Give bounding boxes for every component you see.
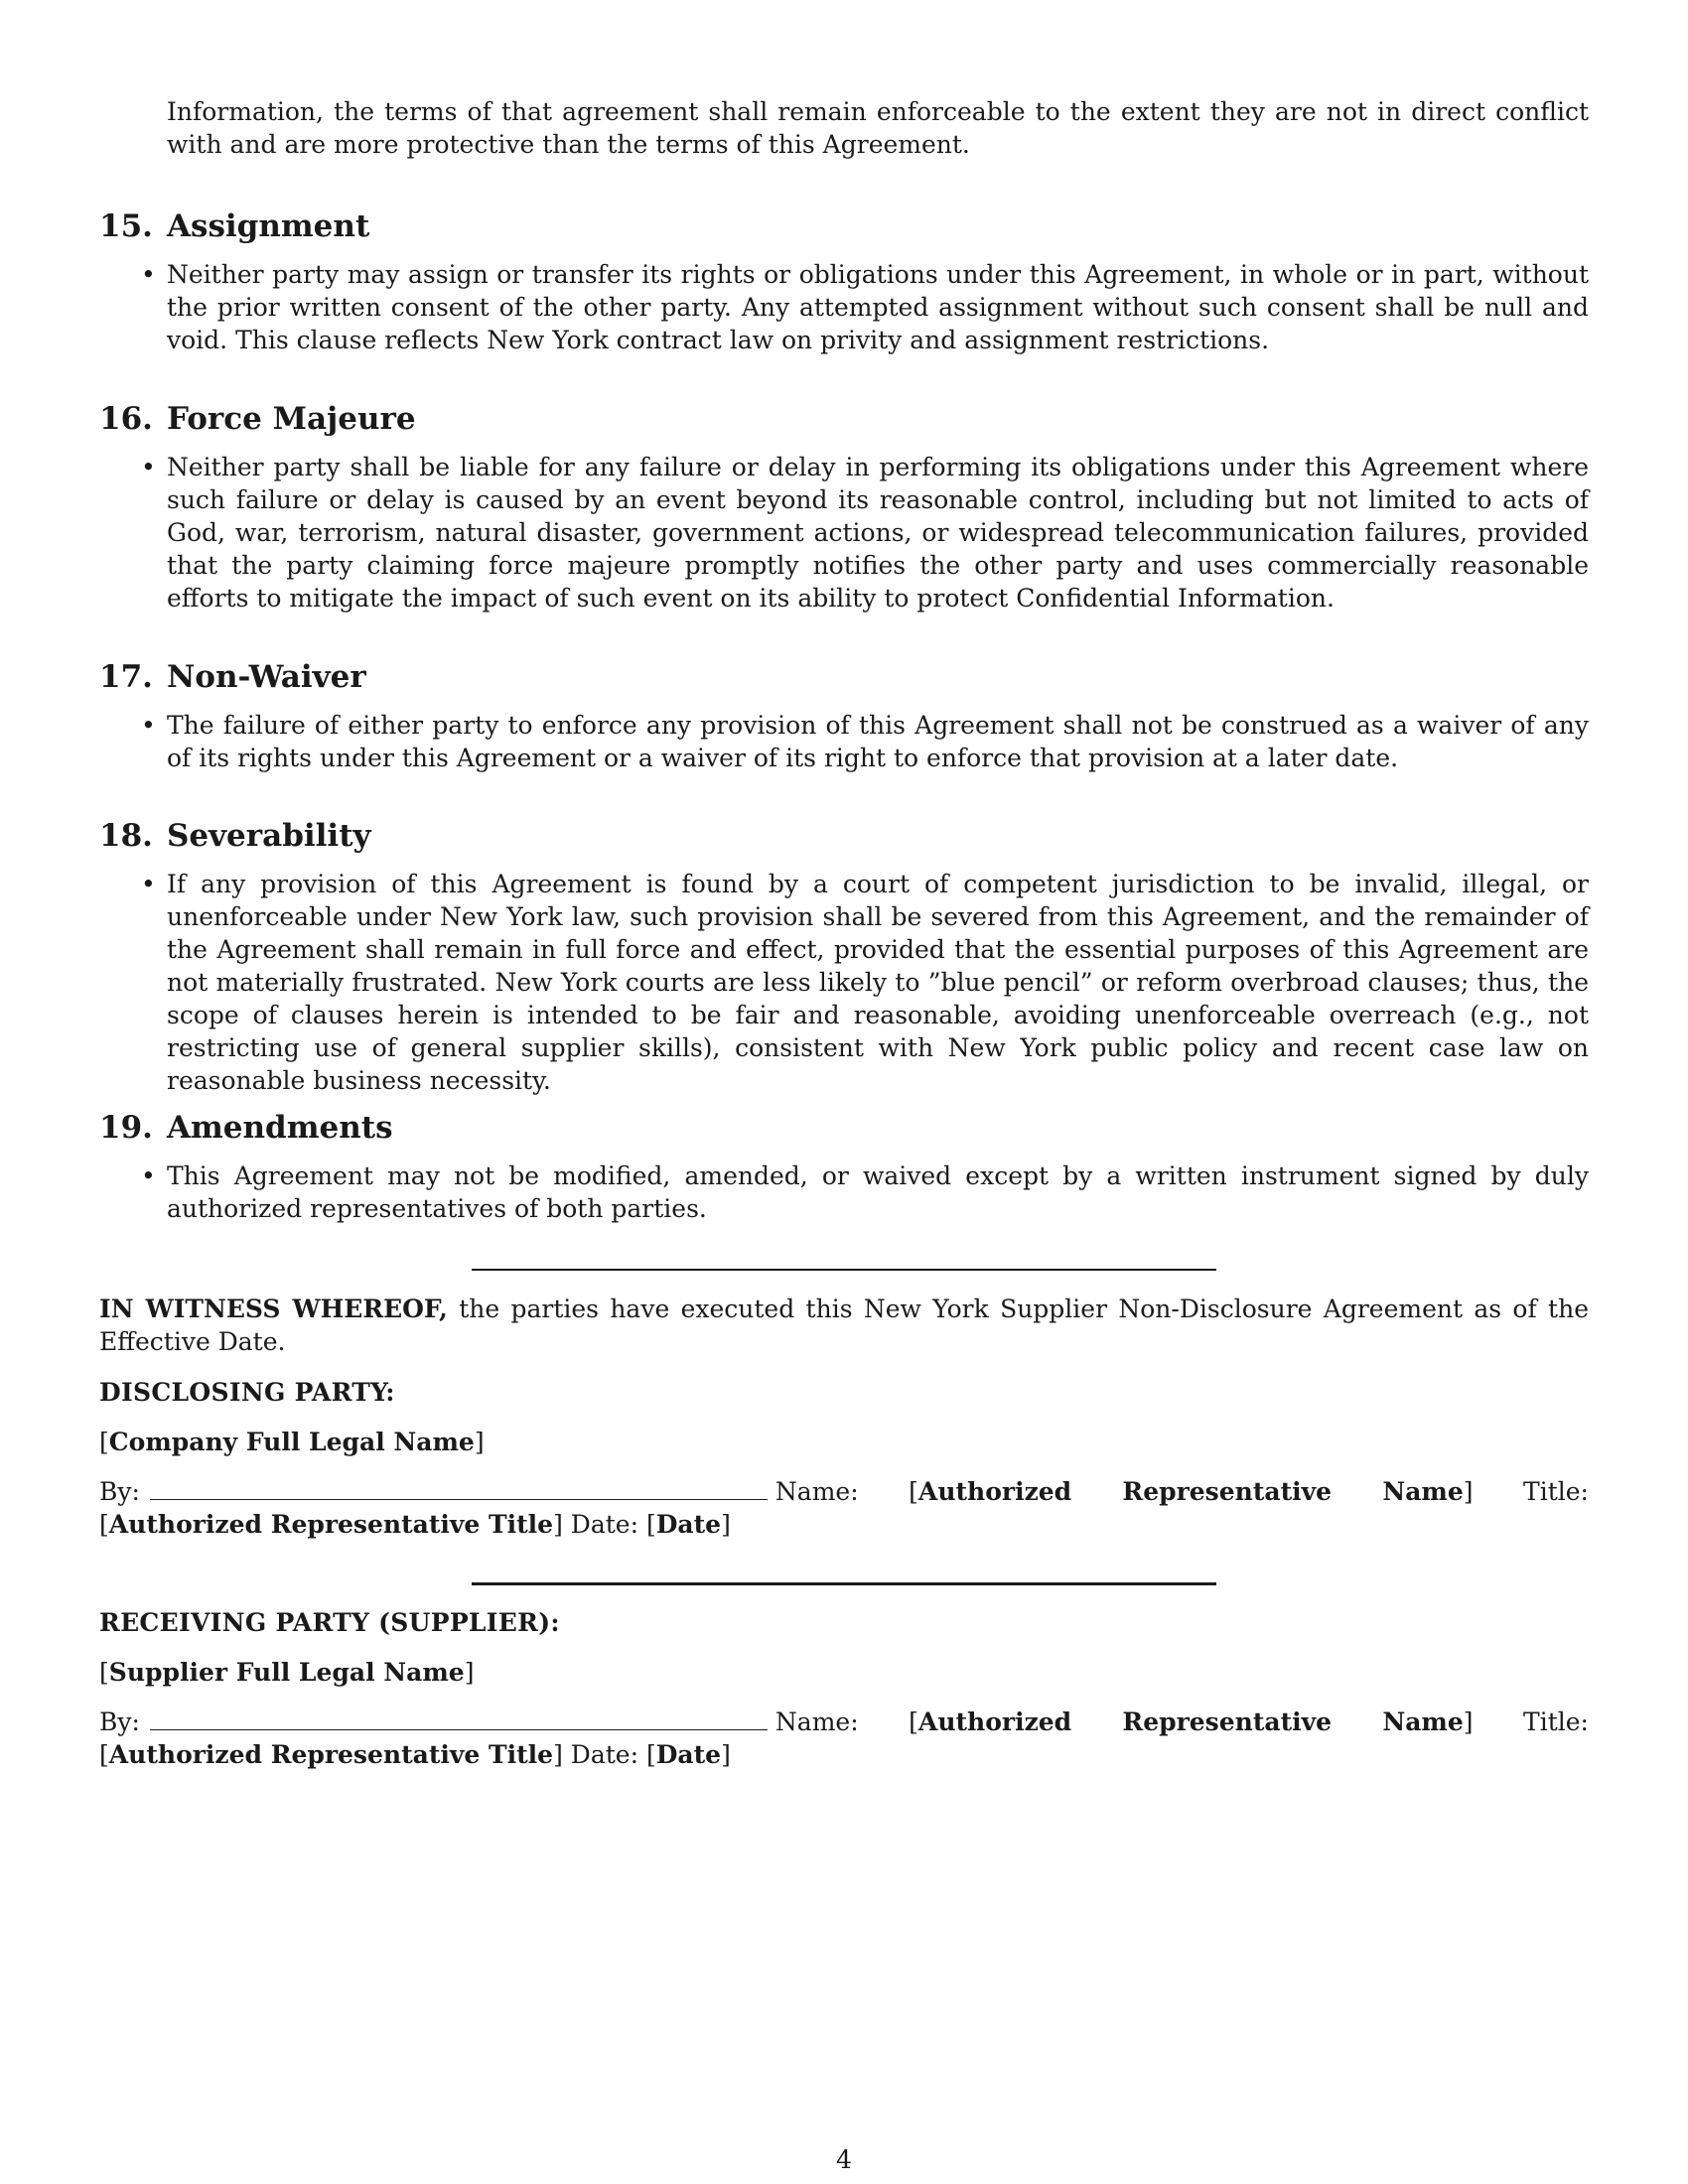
- receiving-signature-block: By: Name: [Authorized Representative Name] Title: [Authorized Representative Title] Date: [Date]: [99, 1707, 1589, 1769]
- bracket-close: ]: [464, 1658, 475, 1687]
- section-16-bullet: [141, 451, 1589, 614]
- title-label: Title:: [1473, 1707, 1589, 1736]
- section-title: Non-Waiver: [166, 659, 366, 695]
- section-divider: [472, 1269, 1216, 1271]
- company-name-placeholder: Company Full Legal Name: [108, 1428, 475, 1456]
- by-label: By:: [99, 1477, 140, 1506]
- bullet-icon: •: [141, 1161, 156, 1190]
- witness-paragraph: [99, 1293, 1589, 1358]
- section-15-text: Neither party may assign or transfer its rights or obligations under this Agreement, in whole or in part, without the prior written consent of the other party. Any attempted assignment without such consent shall be null and void. This clause reflects New York contract law on privity and assignment restrictions.: [167, 260, 1589, 354]
- section-title: Severability: [166, 818, 371, 854]
- bullet-icon: •: [141, 711, 156, 740]
- rep-name-placeholder: Authorized Representative Name: [917, 1707, 1464, 1736]
- bullet-icon: •: [141, 453, 156, 481]
- receiving-party-heading: RECEIVING PARTY (SUPPLIER):: [99, 1608, 560, 1637]
- section-number: 15.: [99, 208, 153, 244]
- signature-line[interactable]: [150, 1706, 768, 1730]
- bracket-open: [: [99, 1428, 109, 1456]
- signature-line[interactable]: [150, 1475, 768, 1500]
- title-label: Title:: [1473, 1477, 1589, 1506]
- section-number: 18.: [99, 818, 153, 854]
- continuation-paragraph: Information, the terms of that agreement shall remain enforceable to the extent they are not in direct conflict with and are more protective than the terms of this Agreement.: [167, 97, 1589, 159]
- disclosing-party-heading: DISCLOSING PARTY:: [99, 1378, 395, 1407]
- section-title: Amendments: [166, 1110, 393, 1146]
- section-19-heading: [99, 1108, 393, 1148]
- bullet-icon: •: [141, 260, 156, 289]
- disclosing-signature-block: By: Name: [Authorized Representative Name] Title: [Authorized Representative Title] Date: [Date]: [99, 1477, 1589, 1539]
- section-19-bullet: [141, 1160, 1589, 1225]
- section-number: 19.: [99, 1110, 153, 1146]
- bracket-close: ]: [474, 1428, 485, 1456]
- disclosing-company-name: [99, 1426, 485, 1458]
- rep-title-placeholder: Authorized Representative Title: [108, 1740, 554, 1769]
- section-18-bullet: [141, 868, 1589, 1097]
- section-15-heading: [99, 206, 369, 246]
- witness-text: the parties have executed this New York Supplier Non-Disclosure Agreement as of the Effective Date.: [99, 1295, 1589, 1356]
- name-label: Name:: [774, 1477, 910, 1506]
- rep-title-placeholder: Authorized Representative Title: [108, 1510, 554, 1539]
- section-title: Force Majeure: [166, 401, 416, 437]
- section-title: Assignment: [166, 208, 370, 244]
- section-16-heading: [99, 399, 416, 439]
- section-15-bullet: [141, 258, 1589, 356]
- date-placeholder: Date: [655, 1510, 722, 1539]
- rep-name-placeholder: Authorized Representative Name: [917, 1477, 1464, 1506]
- date-label: Date:: [562, 1740, 646, 1769]
- page-number: 4: [836, 2145, 852, 2174]
- receiving-company-name: [99, 1656, 474, 1689]
- by-label: By:: [99, 1707, 140, 1736]
- name-label: Name:: [774, 1707, 910, 1736]
- section-18-heading: [99, 816, 371, 856]
- section-19-text: This Agreement may not be modified, amended, or waived except by a written instrument signed by duly authorized representatives of both parties.: [167, 1161, 1589, 1223]
- section-17-text: The failure of either party to enforce any provision of this Agreement shall not be construed as a waiver of any of its rights under this Agreement or a waiver of its right to enforce that provision at a later date.: [167, 711, 1589, 772]
- section-number: 17.: [99, 659, 153, 695]
- section-18-text: If any provision of this Agreement is found by a court of competent jurisdiction to be invalid, illegal, or unenforceable under New York law, such provision shall be severed from this Agreement, and the remainder of the Agreement shall remain in full force and effect, provided that the essential purposes of this Agreement are not materially frustrated. New York courts are less likely to ”blue pencil” or reform overbroad clauses; thus, the scope of clauses herein is intended to be fair and reasonable, avoiding unenforceable overreach (e.g., not restricting use of general supplier skills), consistent with New York public policy and recent case law on reasonable business necessity.: [167, 870, 1589, 1095]
- party-divider: [472, 1582, 1216, 1585]
- section-number: 16.: [99, 401, 153, 437]
- date-placeholder: Date: [655, 1740, 722, 1769]
- section-17-bullet: [141, 709, 1589, 774]
- bracket-open: [: [99, 1658, 109, 1687]
- bullet-icon: •: [141, 870, 156, 898]
- section-16-text: Neither party shall be liable for any failure or delay in performing its obligations under this Agreement where such failure or delay is caused by an event beyond its reasonable control, including but not limited to acts of God, war, terrorism, natural disaster, government actions, or widespread telecommunication failures, provided that the party claiming force majeure promptly notifies the other party and uses commercially reasonable efforts to mitigate the impact of such event on its ability to protect Confidential Information.: [167, 453, 1589, 613]
- supplier-name-placeholder: Supplier Full Legal Name: [108, 1658, 465, 1687]
- date-label: Date:: [562, 1510, 646, 1539]
- witness-lead: IN WITNESS WHEREOF,: [99, 1295, 448, 1323]
- section-17-heading: [99, 657, 366, 697]
